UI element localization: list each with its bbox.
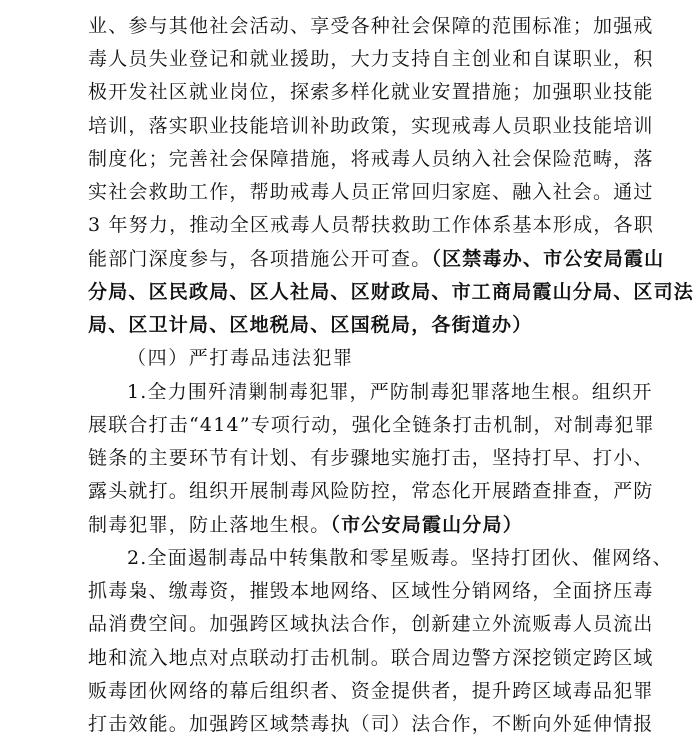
text-line: 制度化；完善社会保障措施，将戒毒人员纳入社会保险范畴，落	[88, 148, 654, 170]
text-line: 极开发社区就业岗位，探索多样化就业安置措施；加强职业技能	[88, 81, 654, 103]
text-line: 培训，落实职业技能培训补助政策，实现戒毒人员职业技能培训	[88, 115, 654, 137]
text-line-mixed	[88, 247, 665, 271]
responsible-departments-line: 分局、区民政局、区人社局、区财政局、市工商局霞山分局、区司法	[88, 281, 695, 303]
section-heading: （四）严打毒品违法犯罪	[127, 347, 354, 369]
text-line: 抓毒枭、缴毒资，摧毁本地网络、区域性分销网络，全面挤压毒	[88, 580, 654, 602]
text-line: 品消费空间。加强跨区域执法合作，创新建立外流贩毒人员流出	[88, 613, 654, 635]
text-line: 毒人员失业登记和就业援助，大力支持自主创业和自谋职业，积	[88, 48, 654, 70]
text-line: 贩毒团伙网络的幕后组织者、资金提供者，提升跨区域毒品犯罪	[88, 680, 654, 702]
text-normal: 能部门深度参与，各项措施公开可查。	[88, 248, 432, 270]
responsible-departments: （市公安局霞山分局）	[330, 514, 523, 536]
text-line: 打击效能。加强跨区域禁毒执（司）法合作，不断向外延伸情报	[88, 713, 654, 735]
text-line: 地和流入地点对点联动打击机制。联合周边警方深挖锁定跨区域	[88, 647, 654, 669]
text-line: 3 年努力，推动全区戒毒人员帮扶救助工作体系基本形成，各职	[88, 214, 654, 236]
text-line: 2.全面遏制毒品中转集散和零星贩毒。坚持打团伙、催网络、	[127, 547, 673, 569]
responsible-departments-line: 局、区卫计局、区地税局、区国税局，各街道办）	[88, 314, 533, 336]
responsible-departments: （区禁毒办、市公安局霞山	[431, 248, 665, 270]
text-normal: 制毒犯罪，防止落地生根。	[88, 514, 331, 536]
text-line: 业、参与其他社会活动、享受各种社会保障的范围标准；加强戒	[88, 15, 654, 37]
text-line: 展联合打击“414”专项行动，强化全链条打击机制，对制毒犯罪	[88, 414, 655, 436]
text-line: 1.全力围歼清剿制毒犯罪，严防制毒犯罪落地生根。组织开	[127, 381, 653, 403]
text-line-mixed	[88, 513, 612, 537]
text-line: 露头就打。组织开展制毒风险防控，常态化开展踏查排查，严防	[88, 480, 654, 502]
text-line: 实社会救助工作，帮助戒毒人员正常回归家庭、融入社会。通过	[88, 181, 654, 203]
text-line: 链条的主要环节有计划、有步骤地实施打击，坚持打早、打小、	[88, 447, 654, 469]
